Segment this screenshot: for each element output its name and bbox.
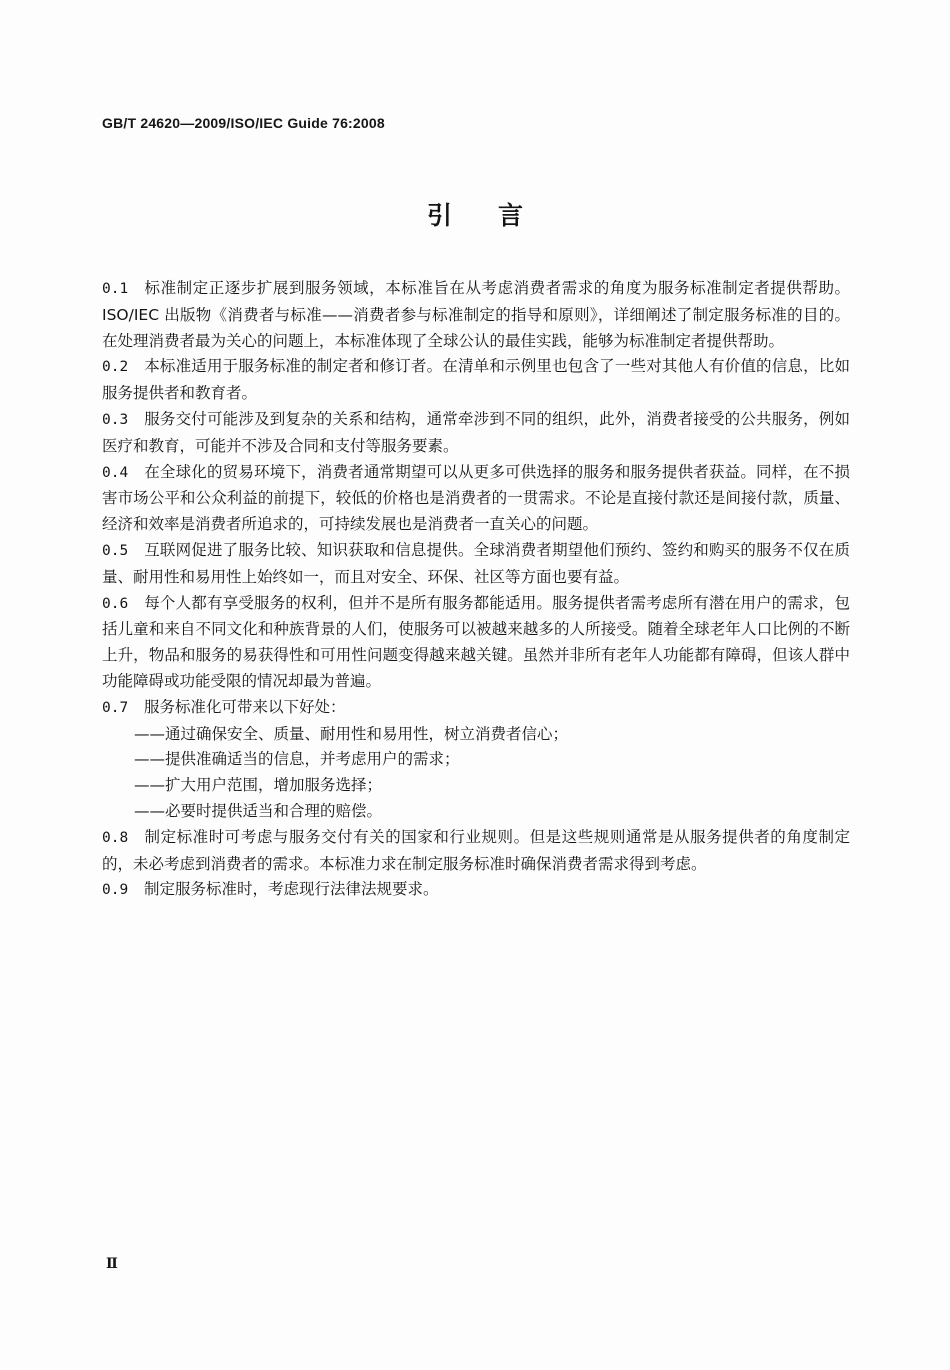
benefit-item: ——提供准确适当的信息，并考虑用户的需求；	[134, 750, 460, 769]
clause-0-9	[102, 877, 850, 904]
clause-0-6	[102, 591, 850, 695]
standard-number-header: GB/T 24620—2009/ISO/IEC Guide 76:2008	[102, 115, 385, 131]
benefit-item: ——必要时提供适当和合理的赔偿。	[134, 801, 383, 820]
section-title: 引言	[426, 201, 569, 230]
clause-text: 每个人都有享受服务的权利，但并不是所有服务都能适用。服务提供者需考虑所有潜在用户的需求，包括儿童和来自不同文化和种族背景的人们，使服务可以被越来越多的人所接受。随着全球老年人口比例的不断上升，物品和服务的易获得性和可用性问题变得越来越关键。虽然并非所有老年人功能都有障碍，但该人群中功能障碍或功能受限的情况却最为普遍。	[102, 593, 850, 690]
clause-number: 0.6	[102, 595, 129, 612]
clause-number: 0.7	[102, 699, 129, 716]
page-number: Ⅱ	[106, 1256, 118, 1272]
clause-text: 制定服务标准时，考虑现行法律法规要求。	[144, 880, 439, 899]
clause-text: 在全球化的贸易环境下，消费者通常期望可以从更多可供选择的服务和服务提供者获益。同样，在不损害市场公平和公众利益的前提下，较低的价格也是消费者的一贯需求。不论是直接付款还是间接付款，质量、经济和效率是消费者所追求的，可持续发展也是消费者一直关心的问题。	[102, 462, 850, 534]
clause-number: 0.5	[102, 542, 129, 559]
clause-text: 互联网促进了服务比较、知识获取和信息提供。全球消费者期望他们预约、签约和购买的服务不仅在质量、耐用性和易用性上始终如一，而且对安全、环保、社区等方面也要有益。	[102, 540, 850, 586]
clause-0-8	[102, 825, 850, 878]
clause-0-4	[102, 460, 850, 538]
clause-text: 制定标准时可考虑与服务交付有关的国家和行业规则。但是这些规则通常是从服务提供者的角度制定的，未必考虑到消费者的需求。本标准力求在制定服务标准时确保消费者需求得到考虑。	[102, 827, 850, 873]
clause-text: 服务交付可能涉及到复杂的关系和结构，通常牵涉到不同的组织，此外，消费者接受的公共服务，例如医疗和教育，可能并不涉及合同和支付等服务要素。	[102, 409, 850, 455]
clause-0-3	[102, 407, 850, 460]
clause-0-1	[102, 276, 850, 354]
clause-0-2	[102, 354, 850, 407]
clause-text: 服务标准化可带来以下好处：	[144, 697, 346, 716]
benefit-item: ——扩大用户范围，增加服务选择；	[134, 776, 383, 795]
clause-0-5	[102, 538, 850, 591]
clause-0-7	[102, 695, 850, 722]
clause-text: 标准制定正逐步扩展到服务领域，本标准旨在从考虑消费者需求的角度为服务标准制定者提供帮助。ISO/IEC 出版物《消费者与标准——消费者参与标准制定的指导和原则》，详细阐述了制定服务标准的目的。在处理消费者最为关心的问题上，本标准体现了全球公认的最佳实践，能够为标准制定者提供帮助。	[102, 279, 850, 350]
clause-number: 0.8	[102, 829, 129, 846]
clause-number: 0.3	[102, 411, 129, 428]
clause-number: 0.4	[102, 464, 129, 481]
clause-number: 0.9	[102, 882, 129, 899]
clause-number: 0.1	[102, 281, 129, 297]
clause-number: 0.2	[102, 359, 129, 376]
introduction-body	[102, 276, 850, 904]
clause-text: 本标准适用于服务标准的制定者和修订者。在清单和示例里也包含了一些对其他人有价值的信息，比如服务提供者和教育者。	[102, 357, 850, 403]
benefit-item: ——通过确保安全、质量、耐用性和易用性，树立消费者信心；	[134, 724, 569, 743]
